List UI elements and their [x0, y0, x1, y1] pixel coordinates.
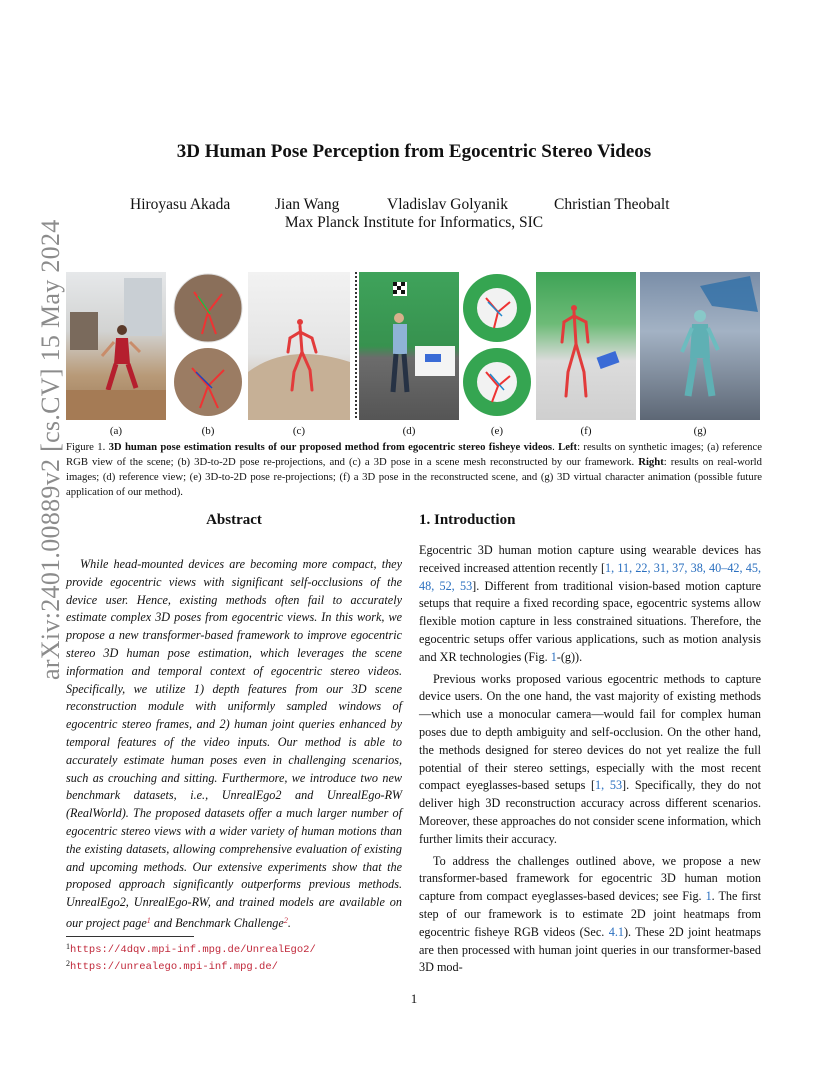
text: . The first step of our framework is to estimate 2D joint heatmaps from egocentric fisheye RGB videos (Sec.	[419, 889, 761, 939]
figure-panel-a	[66, 272, 166, 420]
footnote-number: 1	[66, 942, 70, 951]
text: -(g)).	[556, 649, 583, 664]
figure-label: (e)	[490, 425, 504, 437]
author: Hiroyasu Akada	[130, 196, 231, 213]
text: To address the challenges outlined above, we propose a new transformer-based framework for egocentric 3D human motion capture from compact eyeglasses-based devices; see Fig.	[419, 853, 761, 904]
footnote	[66, 957, 316, 974]
arxiv-id-text: arXiv:2401.00889v2 [cs.CV] 15 May 2024	[36, 219, 65, 680]
abstract-end: .	[287, 915, 291, 930]
caption-right-text: : results on real-world images; (d) reference view; (e) 3D-to-2D pose re-projections; (f) a 3D pose in the reconstructed scene, and (g) 3D virtual character animation (possible future application of our method).	[66, 456, 762, 498]
figure-panel-c	[248, 272, 350, 420]
citation-link[interactable]: 1, 11, 22, 31, 37, 38, 40–42, 45, 48, 52, 53	[419, 560, 761, 593]
figure-panel-e	[462, 272, 532, 420]
right-column	[419, 512, 761, 977]
footnote-link[interactable]: https://4dqv.mpi-inf.mpg.de/UnrealEgo2/	[70, 944, 316, 956]
figure-label: (b)	[201, 425, 215, 437]
figure-ref-link[interactable]: 1	[705, 889, 712, 904]
caption-prefix: Figure 1.	[66, 441, 109, 453]
footnote-link[interactable]: https://unrealego.mpi-inf.mpg.de/	[70, 961, 278, 973]
figure-ref-link[interactable]: 1	[550, 649, 557, 664]
text: ]. Specifically, they do not deliver high 3D reconstruction accuracy across different scenarios. Moreover, these approaches do not consider scene information, which further limits their accuracy.	[419, 778, 762, 846]
footnote-rule	[66, 936, 194, 937]
footnote	[66, 940, 316, 957]
footnote-ref-1[interactable]: 1	[146, 915, 151, 925]
pose-skeleton	[536, 272, 636, 420]
figure-label: (g)	[693, 425, 707, 437]
paper-title: 3D Human Pose Perception from Egocentric Stereo Videos	[176, 141, 652, 162]
abstract-text	[66, 556, 402, 933]
person-illustration	[66, 272, 166, 420]
virtual-character	[640, 272, 760, 420]
figure-panel-b	[172, 272, 244, 420]
paragraph	[419, 671, 761, 849]
author-list	[0, 196, 828, 216]
figure-panel-f	[536, 272, 636, 420]
figure-caption: Figure 1. 3D human pose estimation results of our proposed method from egocentric stereo fisheye videos. Left: results on synthetic images; (a) reference RGB view of the scene; (b) 3D-to-2D pose re-projections, and (c) a 3D pose in a scene mesh reconstructed by our framework. Right: results on real-world images; (d) reference view; (e) 3D-to-2D pose re-projections; (f) a 3D pose in the reconstructed scene, and (g) 3D virtual character animation (possible future application of our method).	[66, 441, 763, 498]
introduction-text	[419, 542, 761, 977]
footnotes	[66, 940, 316, 974]
figure-1	[66, 272, 760, 437]
caption-right-bold: Right	[638, 456, 664, 468]
abstract-mid: and Benchmark Challenge	[150, 915, 284, 930]
text: ). These 2D joint heatmaps are then processed with human joint queries in our transformer-based 3D mod-	[419, 924, 761, 975]
fisheye-reprojection	[462, 272, 532, 420]
author: Christian Theobalt	[554, 196, 670, 213]
figure-label: (d)	[402, 425, 416, 437]
paragraph	[419, 853, 761, 978]
caption-left-bold: Left	[558, 441, 578, 453]
figure-label: (f)	[580, 425, 592, 437]
affiliation: Max Planck Institute for Informatics, SIC	[284, 214, 544, 231]
footnote-ref-2[interactable]: 2	[283, 915, 288, 925]
figure-panel-d	[359, 272, 459, 420]
left-right-divider	[355, 272, 357, 420]
left-column	[66, 512, 402, 933]
pose-skeleton	[248, 272, 350, 420]
arxiv-identifier	[4, 219, 65, 680]
text: Previous works proposed various egocentric methods to capture device users. On the one hand, the vast majority of existing methods—which use a monocular camera—would fail for complex human poses due to depth ambiguity and self-occlusion. On the other hand, the methods designed for stereo devices do not yet realize the full potential of their stereo settings, especially with the most recent compact eyeglasses-based setups [	[419, 671, 761, 793]
text: ]. Different from traditional vision-based motion capture setups that require a fixed recording space, egocentric systems allow flexible motion capture in less constrained situations. Therefore, the egocentric setups offer various applications, such as motion analysis and XR technologies (Fig.	[419, 578, 762, 664]
caption-bold: 3D human pose estimation results of our proposed method from egocentric stereo fisheye videos	[108, 441, 553, 453]
section-ref-link[interactable]: 4.1	[608, 924, 624, 939]
citation-link[interactable]: 1, 53	[595, 778, 623, 793]
page-number: 1	[410, 991, 418, 1006]
text: Egocentric 3D human motion capture using wearable devices has received increased attention recently [	[419, 543, 761, 575]
figure-label: (c)	[292, 425, 306, 437]
footnote-number: 2	[66, 959, 70, 968]
caption-left-text: : results on synthetic images; (a) reference RGB view of the scene; (b) 3D-to-2D pose re-projections, and (c) a 3D pose in a scene mesh reconstructed by our framework.	[66, 441, 763, 468]
figure-label: (a)	[109, 425, 123, 437]
paragraph	[419, 542, 761, 667]
figure-panel-g	[640, 272, 760, 420]
person-illustration	[359, 272, 459, 420]
fisheye-reprojection	[172, 272, 244, 420]
introduction-heading: 1. Introduction	[419, 512, 516, 528]
author: Jian Wang	[275, 196, 340, 213]
abstract-body: While head-mounted devices are becoming more compact, they provide egocentric views with significant self-occlusions of the device user. Hence, existing methods often fail to accurately estimate complex 3D poses from egocentric views. In this work, we propose a new transformer-based framework to improve egocentric stereo 3D human pose estimation, which leverages the scene information and temporal context of egocentric stereo videos. Specifically, we utilize 1) depth features from our 3D scene reconstruction module with uniformly sampled windows of egocentric stereo frames, and 2) human joint queries enhanced by temporal features of the video inputs. Our method is able to accurately estimate human poses even in challenging scenarios, such as crouching and sitting. Furthermore, we introduce two new benchmark datasets, i.e., UnrealEgo2 and UnrealEgo-RW (RealWorld). The proposed datasets offer a much larger number of egocentric stereo views with a wider variety of human motions than the existing datasets, allowing comprehensive evaluation of existing and upcoming methods. Our extensive experiments show that the proposed approach significantly outperforms previous methods. UnrealEgo2, UnrealEgo-RW, and trained models are available on our project page	[66, 557, 402, 930]
abstract-heading: Abstract	[206, 512, 262, 528]
author: Vladislav Golyanik	[387, 196, 508, 213]
